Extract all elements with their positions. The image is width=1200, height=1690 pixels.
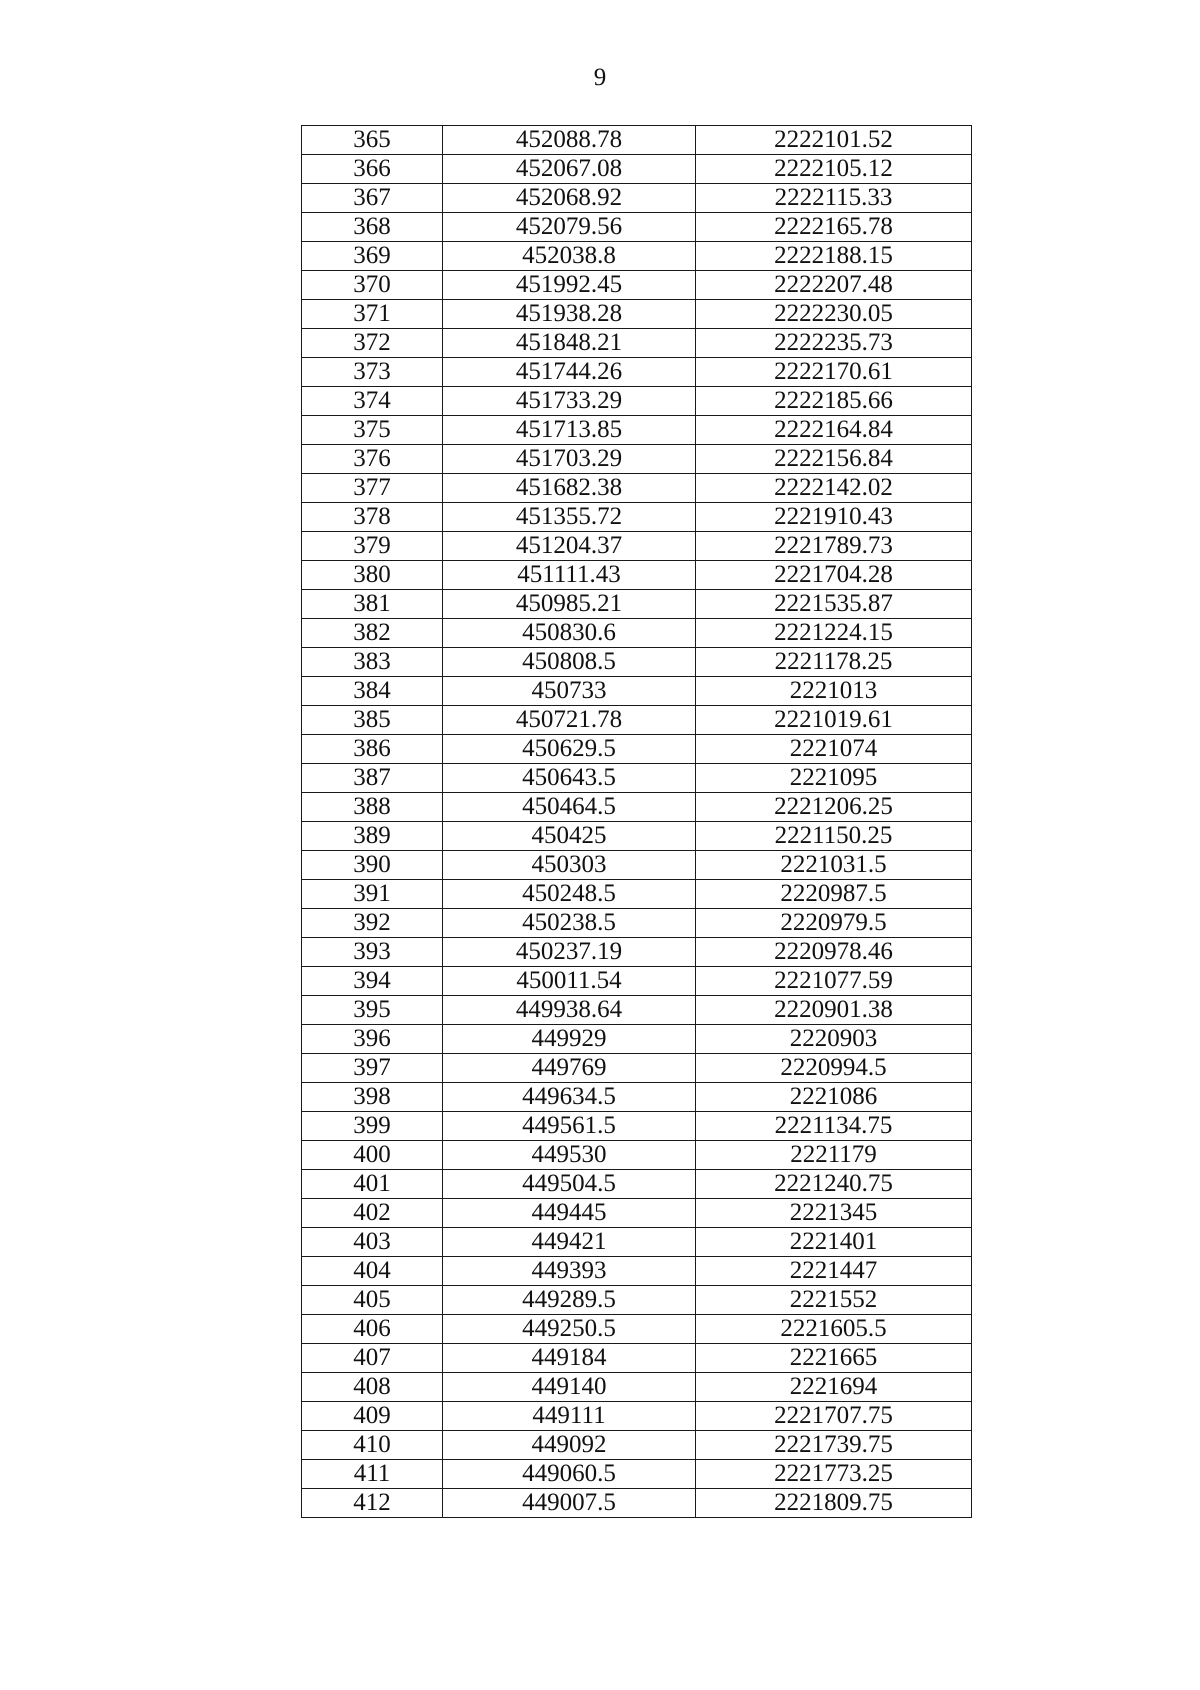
table-row <box>302 1054 972 1083</box>
table-row <box>302 445 972 474</box>
x-coordinate-cell: 450237.19 <box>443 938 696 967</box>
x-coordinate-cell: 450830.6 <box>443 619 696 648</box>
table-row <box>302 416 972 445</box>
point-number-cell: 402 <box>302 1199 443 1228</box>
table-row <box>302 793 972 822</box>
point-number-cell: 405 <box>302 1286 443 1315</box>
x-coordinate-cell: 449938.64 <box>443 996 696 1025</box>
point-number-cell: 385 <box>302 706 443 735</box>
y-coordinate-cell: 2221552 <box>696 1286 972 1315</box>
x-coordinate-cell: 452088.78 <box>443 126 696 155</box>
y-coordinate-cell: 2222207.48 <box>696 271 972 300</box>
x-coordinate-cell: 449504.5 <box>443 1170 696 1199</box>
point-number-cell: 393 <box>302 938 443 967</box>
y-coordinate-cell: 2221401 <box>696 1228 972 1257</box>
y-coordinate-cell: 2222185.66 <box>696 387 972 416</box>
point-number-cell: 388 <box>302 793 443 822</box>
y-coordinate-cell: 2221605.5 <box>696 1315 972 1344</box>
table-row <box>302 213 972 242</box>
point-number-cell: 410 <box>302 1431 443 1460</box>
point-number-cell: 372 <box>302 329 443 358</box>
y-coordinate-cell: 2221345 <box>696 1199 972 1228</box>
table-row <box>302 155 972 184</box>
x-coordinate-cell: 450733 <box>443 677 696 706</box>
point-number-cell: 407 <box>302 1344 443 1373</box>
point-number-cell: 392 <box>302 909 443 938</box>
table-row <box>302 1489 972 1518</box>
point-number-cell: 409 <box>302 1402 443 1431</box>
point-number-cell: 376 <box>302 445 443 474</box>
y-coordinate-cell: 2220978.46 <box>696 938 972 967</box>
y-coordinate-cell: 2221447 <box>696 1257 972 1286</box>
table-row <box>302 300 972 329</box>
x-coordinate-cell: 451682.38 <box>443 474 696 503</box>
table-row <box>302 1344 972 1373</box>
table-row <box>302 1315 972 1344</box>
y-coordinate-cell: 2221704.28 <box>696 561 972 590</box>
point-number-cell: 367 <box>302 184 443 213</box>
x-coordinate-cell: 451713.85 <box>443 416 696 445</box>
y-coordinate-cell: 2222142.02 <box>696 474 972 503</box>
point-number-cell: 404 <box>302 1257 443 1286</box>
x-coordinate-cell: 451703.29 <box>443 445 696 474</box>
y-coordinate-cell: 2221074 <box>696 735 972 764</box>
x-coordinate-cell: 449250.5 <box>443 1315 696 1344</box>
point-number-cell: 401 <box>302 1170 443 1199</box>
table-row <box>302 1170 972 1199</box>
x-coordinate-cell: 449634.5 <box>443 1083 696 1112</box>
y-coordinate-cell: 2221206.25 <box>696 793 972 822</box>
table-row <box>302 996 972 1025</box>
x-coordinate-cell: 451733.29 <box>443 387 696 416</box>
point-number-cell: 408 <box>302 1373 443 1402</box>
table-row <box>302 619 972 648</box>
table-row <box>302 1373 972 1402</box>
x-coordinate-cell: 451848.21 <box>443 329 696 358</box>
point-number-cell: 384 <box>302 677 443 706</box>
y-coordinate-cell: 2221773.25 <box>696 1460 972 1489</box>
point-number-cell: 370 <box>302 271 443 300</box>
point-number-cell: 368 <box>302 213 443 242</box>
table-row <box>302 1083 972 1112</box>
point-number-cell: 411 <box>302 1460 443 1489</box>
y-coordinate-cell: 2221077.59 <box>696 967 972 996</box>
table-row <box>302 1199 972 1228</box>
y-coordinate-cell: 2221707.75 <box>696 1402 972 1431</box>
point-number-cell: 398 <box>302 1083 443 1112</box>
x-coordinate-cell: 449060.5 <box>443 1460 696 1489</box>
x-coordinate-cell: 449421 <box>443 1228 696 1257</box>
x-coordinate-cell: 451744.26 <box>443 358 696 387</box>
x-coordinate-cell: 451938.28 <box>443 300 696 329</box>
table-row <box>302 184 972 213</box>
table-row <box>302 242 972 271</box>
point-number-cell: 412 <box>302 1489 443 1518</box>
point-number-cell: 396 <box>302 1025 443 1054</box>
table-row <box>302 648 972 677</box>
x-coordinate-cell: 451204.37 <box>443 532 696 561</box>
table-row <box>302 1025 972 1054</box>
x-coordinate-cell: 449769 <box>443 1054 696 1083</box>
x-coordinate-cell: 449393 <box>443 1257 696 1286</box>
y-coordinate-cell: 2221789.73 <box>696 532 972 561</box>
x-coordinate-cell: 450721.78 <box>443 706 696 735</box>
y-coordinate-cell: 2221739.75 <box>696 1431 972 1460</box>
x-coordinate-cell: 449092 <box>443 1431 696 1460</box>
point-number-cell: 379 <box>302 532 443 561</box>
table-row <box>302 1112 972 1141</box>
point-number-cell: 371 <box>302 300 443 329</box>
y-coordinate-cell: 2220901.38 <box>696 996 972 1025</box>
y-coordinate-cell: 2222230.05 <box>696 300 972 329</box>
table-row <box>302 329 972 358</box>
y-coordinate-cell: 2222105.12 <box>696 155 972 184</box>
y-coordinate-cell: 2220903 <box>696 1025 972 1054</box>
y-coordinate-cell: 2221178.25 <box>696 648 972 677</box>
y-coordinate-cell: 2221910.43 <box>696 503 972 532</box>
x-coordinate-cell: 452038.8 <box>443 242 696 271</box>
table-row <box>302 851 972 880</box>
y-coordinate-cell: 2220994.5 <box>696 1054 972 1083</box>
x-coordinate-cell: 449445 <box>443 1199 696 1228</box>
point-number-cell: 383 <box>302 648 443 677</box>
y-coordinate-cell: 2222235.73 <box>696 329 972 358</box>
point-number-cell: 365 <box>302 126 443 155</box>
x-coordinate-cell: 450248.5 <box>443 880 696 909</box>
point-number-cell: 381 <box>302 590 443 619</box>
table-row <box>302 1460 972 1489</box>
x-coordinate-cell: 449929 <box>443 1025 696 1054</box>
point-number-cell: 387 <box>302 764 443 793</box>
x-coordinate-cell: 449530 <box>443 1141 696 1170</box>
table-row <box>302 474 972 503</box>
y-coordinate-cell: 2221031.5 <box>696 851 972 880</box>
x-coordinate-cell: 450425 <box>443 822 696 851</box>
point-number-cell: 406 <box>302 1315 443 1344</box>
point-number-cell: 369 <box>302 242 443 271</box>
table-row <box>302 561 972 590</box>
x-coordinate-cell: 451355.72 <box>443 503 696 532</box>
table-row <box>302 677 972 706</box>
table-row <box>302 735 972 764</box>
y-coordinate-cell: 2222156.84 <box>696 445 972 474</box>
point-number-cell: 403 <box>302 1228 443 1257</box>
y-coordinate-cell: 2222170.61 <box>696 358 972 387</box>
x-coordinate-cell: 449561.5 <box>443 1112 696 1141</box>
y-coordinate-cell: 2220979.5 <box>696 909 972 938</box>
x-coordinate-cell: 450303 <box>443 851 696 880</box>
y-coordinate-cell: 2222164.84 <box>696 416 972 445</box>
y-coordinate-cell: 2221809.75 <box>696 1489 972 1518</box>
y-coordinate-cell: 2221224.15 <box>696 619 972 648</box>
y-coordinate-cell: 2221095 <box>696 764 972 793</box>
x-coordinate-cell: 451111.43 <box>443 561 696 590</box>
y-coordinate-cell: 2221665 <box>696 1344 972 1373</box>
table-row <box>302 358 972 387</box>
table-row <box>302 1141 972 1170</box>
table-row <box>302 1431 972 1460</box>
y-coordinate-cell: 2220987.5 <box>696 880 972 909</box>
table-row <box>302 503 972 532</box>
table-row <box>302 764 972 793</box>
point-number-cell: 382 <box>302 619 443 648</box>
x-coordinate-cell: 450643.5 <box>443 764 696 793</box>
table-row <box>302 909 972 938</box>
x-coordinate-cell: 450808.5 <box>443 648 696 677</box>
point-number-cell: 377 <box>302 474 443 503</box>
x-coordinate-cell: 450011.54 <box>443 967 696 996</box>
y-coordinate-cell: 2221134.75 <box>696 1112 972 1141</box>
x-coordinate-cell: 450985.21 <box>443 590 696 619</box>
point-number-cell: 399 <box>302 1112 443 1141</box>
point-number-cell: 374 <box>302 387 443 416</box>
table-row <box>302 387 972 416</box>
point-number-cell: 394 <box>302 967 443 996</box>
table-row <box>302 271 972 300</box>
y-coordinate-cell: 2222165.78 <box>696 213 972 242</box>
y-coordinate-cell: 2222115.33 <box>696 184 972 213</box>
point-number-cell: 366 <box>302 155 443 184</box>
point-number-cell: 375 <box>302 416 443 445</box>
x-coordinate-cell: 450238.5 <box>443 909 696 938</box>
x-coordinate-cell: 450464.5 <box>443 793 696 822</box>
point-number-cell: 397 <box>302 1054 443 1083</box>
x-coordinate-cell: 449140 <box>443 1373 696 1402</box>
y-coordinate-cell: 2222188.15 <box>696 242 972 271</box>
x-coordinate-cell: 449007.5 <box>443 1489 696 1518</box>
x-coordinate-cell: 449289.5 <box>443 1286 696 1315</box>
point-number-cell: 391 <box>302 880 443 909</box>
table-row <box>302 1402 972 1431</box>
point-number-cell: 380 <box>302 561 443 590</box>
x-coordinate-cell: 452079.56 <box>443 213 696 242</box>
x-coordinate-cell: 451992.45 <box>443 271 696 300</box>
y-coordinate-cell: 2221240.75 <box>696 1170 972 1199</box>
point-number-cell: 373 <box>302 358 443 387</box>
coordinates-table <box>301 125 972 1518</box>
y-coordinate-cell: 2221150.25 <box>696 822 972 851</box>
x-coordinate-cell: 452068.92 <box>443 184 696 213</box>
table-row <box>302 532 972 561</box>
point-number-cell: 386 <box>302 735 443 764</box>
table-row <box>302 880 972 909</box>
y-coordinate-cell: 2221535.87 <box>696 590 972 619</box>
table-row <box>302 822 972 851</box>
page-number: 9 <box>593 64 607 91</box>
y-coordinate-cell: 2221086 <box>696 1083 972 1112</box>
table-row <box>302 938 972 967</box>
y-coordinate-cell: 2221013 <box>696 677 972 706</box>
coordinates-table-body <box>302 126 972 1518</box>
x-coordinate-cell: 450629.5 <box>443 735 696 764</box>
point-number-cell: 390 <box>302 851 443 880</box>
x-coordinate-cell: 449111 <box>443 1402 696 1431</box>
point-number-cell: 378 <box>302 503 443 532</box>
x-coordinate-cell: 449184 <box>443 1344 696 1373</box>
table-row <box>302 1257 972 1286</box>
table-row <box>302 590 972 619</box>
point-number-cell: 400 <box>302 1141 443 1170</box>
y-coordinate-cell: 2221179 <box>696 1141 972 1170</box>
table-row <box>302 1286 972 1315</box>
y-coordinate-cell: 2222101.52 <box>696 126 972 155</box>
point-number-cell: 389 <box>302 822 443 851</box>
table-row <box>302 967 972 996</box>
y-coordinate-cell: 2221019.61 <box>696 706 972 735</box>
y-coordinate-cell: 2221694 <box>696 1373 972 1402</box>
point-number-cell: 395 <box>302 996 443 1025</box>
table-row <box>302 1228 972 1257</box>
table-row <box>302 706 972 735</box>
table-row <box>302 126 972 155</box>
x-coordinate-cell: 452067.08 <box>443 155 696 184</box>
